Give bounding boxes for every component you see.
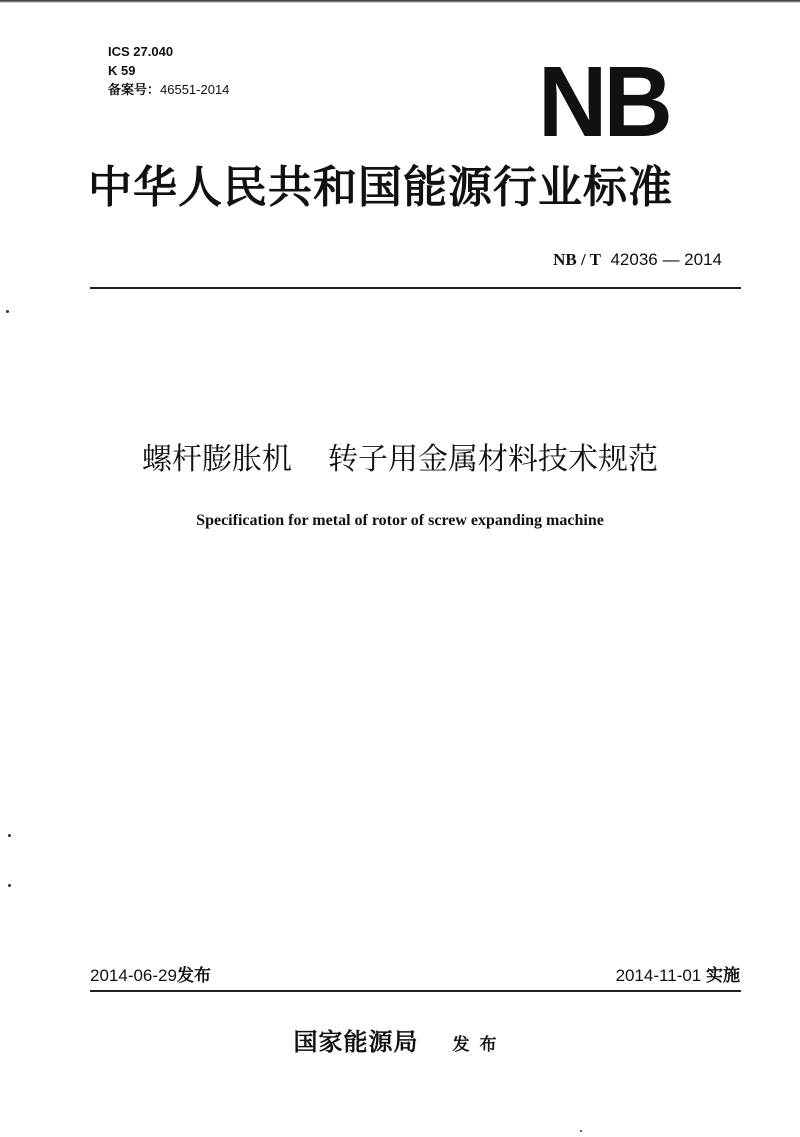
publisher-action: 发布 (452, 1035, 507, 1055)
standard-prefix: NB / T (553, 250, 601, 269)
nb-logo: NB (538, 46, 669, 158)
impl-date-suffix: 实施 (706, 966, 740, 986)
scan-speck (8, 884, 11, 887)
title-cn-part1: 螺杆膨胀机 (142, 442, 292, 477)
standard-code: 42036 — 2014 (610, 250, 722, 269)
ics-code: ICS 27.040 (108, 44, 174, 59)
bottom-rule (90, 990, 741, 992)
issue-date (90, 965, 211, 987)
document-title-en: Specification for metal of rotor of screw expanding machine (196, 512, 604, 529)
issue-date-suffix: 发布 (176, 966, 211, 986)
top-rule (90, 287, 741, 289)
record-number (108, 80, 229, 99)
implementation-date (616, 965, 740, 987)
impl-date-value: 2014-11-01 (615, 966, 702, 985)
publisher-org: 国家能源局 (293, 1028, 419, 1056)
class-code: K 59 (108, 63, 136, 78)
publisher-line (0, 1026, 800, 1061)
standard-number (553, 249, 722, 271)
standard-category-title: 中华人民共和国能源行业标准 (88, 162, 673, 213)
issue-date-value: 2014-06-29 (90, 966, 177, 985)
scan-speck (580, 1130, 582, 1132)
scan-edge (0, 0, 800, 3)
title-cn-part2: 转子用金属材料技术规范 (328, 442, 658, 477)
document-title-cn (0, 440, 800, 480)
classification-codes (108, 42, 229, 99)
record-value: 46551-2014 (160, 82, 230, 97)
record-label: 备案号： (108, 82, 161, 97)
scan-speck (6, 310, 9, 313)
scan-speck (8, 834, 11, 837)
